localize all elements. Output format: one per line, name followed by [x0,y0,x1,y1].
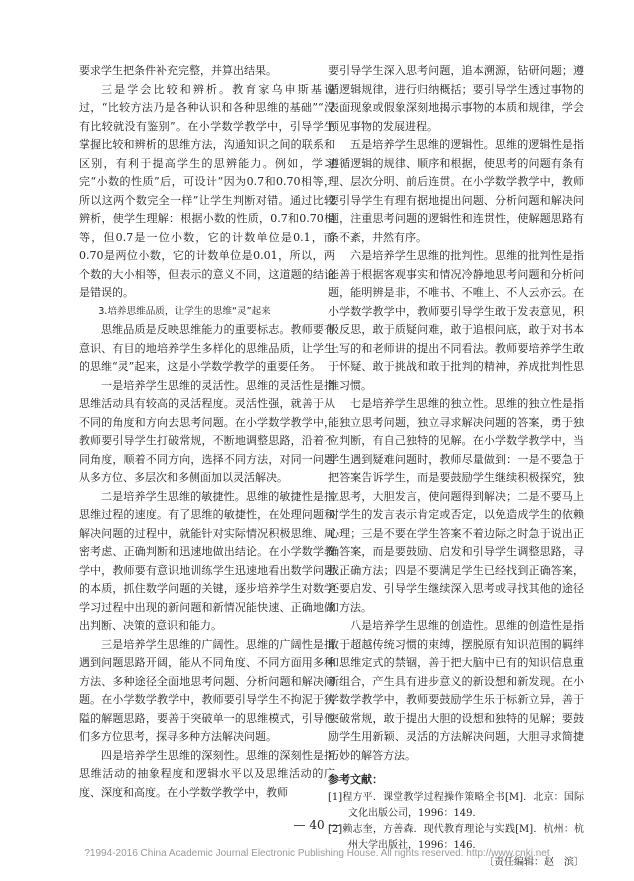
paragraph: 要求学生把条件补充完整，并算出结果。 [79,64,277,77]
paragraph: 三是学会比较和辨析。教育家乌申斯基说过，“比较方法乃是各种认识和各种思维的基础”“没有比较就没有鉴别”。在小学数学教学中，引导学生掌握比较和辨析的思维方法，沟通知识之间的联系和区别，有利于提高学生的思辨能力。例如，学习完“小数的性质”后，可设计“因为0.7和0.70相等，所以这两个数完全一样”让学生判断对错。通过比较辨析，使学生理解：根据小数的性质，0.7和0.70相等，但0.7是一位小数，它的计数单位是0.1，而0.70是两位小数，它的计数单位是0.01，所以，两个数的大小相等，但表示的意义不同，这道题的结论是错误的。 [79,82,335,299]
paragraph: 六是培养学生思维的批判性。思维的批判性是指能善于根据客观事实和情况冷静地思考问题和分析问题，能明辨是非，不唯书、不唯上、不人云亦云。在小学数学教学中，教师要引导学生敢于发表意见，积极反思，敢于质疑问难，敢于追根问底，敢于对书本上写的和老师讲的提出不同看法。教师要培养学生敢于怀疑、敢于挑战和敢于批判的精神，养成批判性思维习惯。 [328,249,584,392]
paragraph: 八是培养学生思维的创造性。思维的创造性是指敢于超越传统习惯的束缚，摆脱原有知识范围的羁绊和思维定式的禁锢，善于把大脑中已有的知识信息重新组合，产生具有进步意义的新设想和新发现。在小学数学教学中，教师要鼓励学生乐于标新立异，善于突破常规，敢于提出大胆的设想和独特的见解；要鼓励学生用新颖、灵活的方法解决问题，大胆寻求简捷巧妙的解答方法。 [328,619,584,762]
editor-note: 〔责任编辑：赵 滨〕 [484,856,584,868]
reference-item: [1]程方平．课堂教学过程操作策略全书[M]．北京：国际文化出版公司，1996：149． [328,791,584,819]
paragraph: 七是培养学生思维的独立性。思维的独立性是指能独立思考问题，独立寻求解决问题的答案，勇于独立判断，有自己独特的见解。在小学数学教学中，当学生遇到疑难问题时，教师尽量做到：一是不要急于把答案告诉学生，而是要鼓励学生继续积极探究，独立思考，大胆发言，使问题得到解决；二是不要马上对学生的发言表示肯定或否定，以免造成学生的依赖心理；三是不要在学生答案不着边际之时急于说出正确答案，而是要鼓励、启发和引导学生调整思路，寻找正确方法；四是不要满足学生已经找到正确答案，还要启发、引导学生继续深入思考或寻找其他的途径和方法。 [328,397,584,614]
page-number: — 40 — [293,818,341,832]
right-column [328,62,584,872]
paragraph: 一是培养学生思维的灵活性。思维的灵活性是指思维活动具有较高的灵活程度。灵活性强，就善于从不同的角度和方向去思考问题。在小学数学教学中，教师要引导学生打破常规，不断地调整思路，沿着不同角度，顺着不同方向，选择不同方法，对同一问题从多方位、多层次和多侧面加以灵活解决。 [79,378,335,484]
references-title: 参考文献： [328,773,383,786]
paragraph: 四是培养学生思维的深刻性。思维的深刻性是指思维活动的抽象程度和逻辑水平以及思维活动的广度、深度和高度。在小学数学教学中，教师 [79,748,335,799]
paragraph: 思维品质是反映思维能力的重要标志。教师要有意识、有目的地培养学生多样化的思维品质，让学生的思维“灵”起来，这是小学数学教学的重要任务。 [79,323,335,373]
paragraph: 三是培养学生思维的广阔性。思维的广阔性是指遇到问题思路开阔，能从不同角度、不同方面用多种方法、多种途径全面地思考问题、分析问题和解决问题。在小学数学教学中，教师要引导学生不拘泥于狭隘的解题思路，要善于突破单一的思维模式，引导他们多方位思考，探寻多种方法解决问题。 [79,637,335,743]
paragraph: 五是培养学生思维的逻辑性。思维的逻辑性是指遵循逻辑的规律、顺序和根据，使思考的问题有条有理、层次分明、前后连贯。在小学数学教学中，教师要引导学生有理有据地提出问题、分析问题和解决问题，注重思考问题的逻辑性和连贯性，使解题思路有条不紊，井然有序。 [328,138,584,244]
paragraph: 要引导学生深入思考问题，追本溯源，钻研问题；遵循逻辑规律，进行归纳概括；要引导学生透过事物的表面现象或假象深刻地揭示事物的本质和规律，学会预见事物的发展进程。 [328,64,584,133]
section-heading: 3.培养思维品质，让学生的思维“灵”起来 [98,305,271,317]
copyright-footer: ?1994-2016 China Academic Journal Electronic Publishing House. All rights reserved. http://www.cnki.net [84,848,550,859]
reference-item: [2]赖志奎，方善森．现代教育理论与实践[M]．杭州：杭州大学出版社，1996：146． [328,823,584,851]
left-column [79,62,335,802]
paragraph: 二是培养学生思维的敏捷性。思维的敏捷性是指思维过程的速度。有了思维的敏捷性，在处理问题和解决问题的过程中，就能针对实际情况积极思维、周密考虑、正确判断和迅速地做出结论。在小学数学教学中，教师要有意识地训练学生迅速地看出数学问题的本质，抓住数学问题的关键，逐步培养学生对数学学习过程中出现的新问题和新情况能快速、正确地做出判断、决策的意识和能力。 [79,489,335,632]
